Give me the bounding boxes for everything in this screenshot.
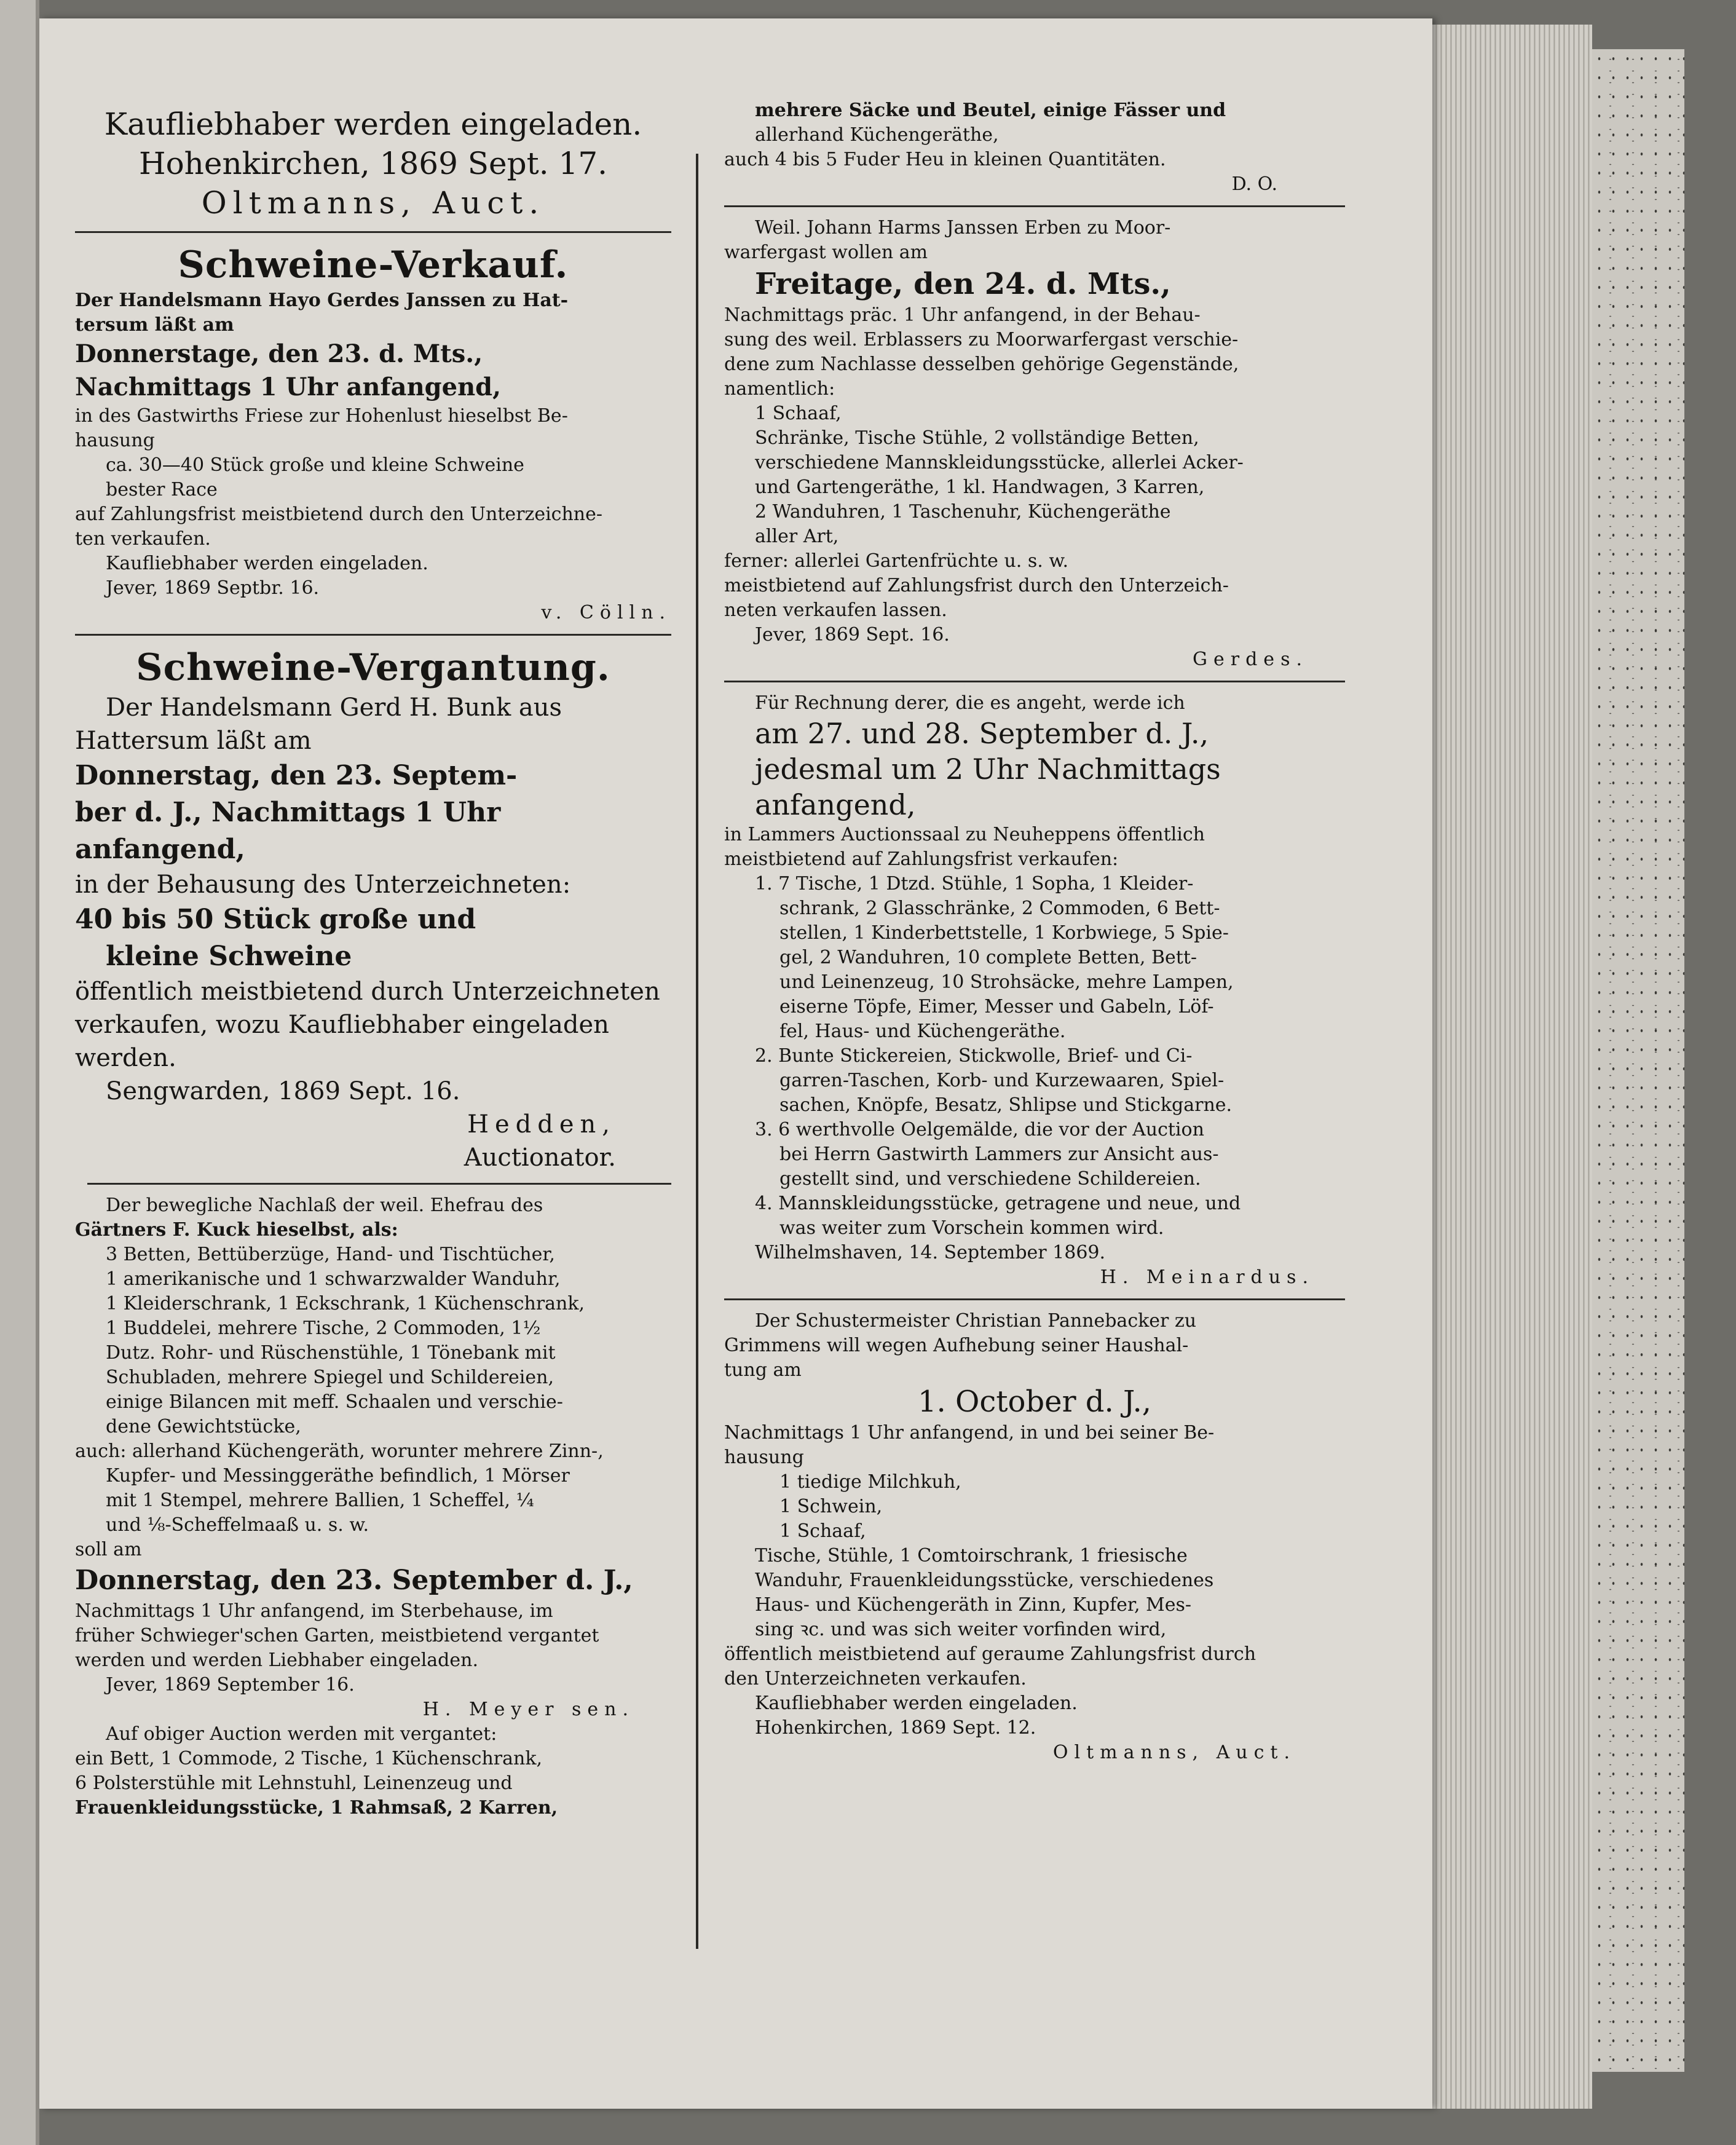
ad-line: Kaufliebhaber werden eingeladen. (104, 106, 642, 142)
ad-line: Haus- und Küchengeräth in Zinn, Kupfer, Mes- (755, 1594, 1192, 1616)
ad-line: Wanduhr, Frauenkleidungsstücke, verschiedenes (755, 1570, 1214, 1591)
ad-line: Schränke, Tische Stühle, 2 vollständige Betten, (755, 427, 1199, 449)
ad-line: Hohenkirchen, 1869 Sept. 17. (138, 146, 608, 181)
ad-line: Grimmens will wegen Aufhebung seiner Haushal- (724, 1335, 1189, 1356)
ad-line: Der Handelsmann Hayo Gerdes Janssen zu Hat- (75, 290, 569, 311)
ad-date: Donnerstag, den 23. Septem- (75, 760, 518, 791)
ad-line: Jever, 1869 September 16. (106, 1674, 355, 1696)
ad-line: sung des weil. Erblassers zu Moorwarfergast verschie- (724, 329, 1239, 350)
left-column (75, 105, 671, 1820)
list-item: gel, 2 Wanduhren, 10 complete Betten, Bett- (779, 947, 1197, 968)
ad-date: anfangend, (75, 834, 245, 865)
ad-line: dene Gewichtstücke, (106, 1416, 301, 1437)
ad-signature: Hedden, (467, 1110, 616, 1139)
list-item: eiserne Töpfe, Eimer, Messer und Gabeln, Löf- (779, 996, 1214, 1017)
ad-line: 3 Betten, Bettüberzüge, Hand- und Tischtücher, (106, 1244, 555, 1265)
ad-headline: Schweine-Verkauf. (178, 243, 569, 286)
divider (75, 634, 671, 636)
ad-line: aller Art, (755, 526, 839, 547)
ad-line: tung am (724, 1359, 802, 1381)
divider (724, 1298, 1345, 1300)
ad-line: Dutz. Rohr- und Rüschenstühle, 1 Tönebank mit (106, 1342, 556, 1364)
previous-page-edge (0, 0, 39, 2145)
list-item: 4. Mannskleidungsstücke, getragene und neue, und (755, 1193, 1241, 1214)
ad-line: auch 4 bis 5 Fuder Heu in kleinen Quantitäten. (724, 149, 1166, 170)
list-item: 3. 6 werthvolle Oelgemälde, die vor der Auction (755, 1119, 1204, 1140)
ad-line: in des Gastwirths Friese zur Hohenlust hieselbst Be- (75, 405, 568, 427)
ad-line: verschiedene Mannskleidungsstücke, allerlei Acker- (755, 452, 1244, 473)
ad-line: Kupfer- und Messinggeräthe befindlich, 1 Mörser (106, 1465, 570, 1487)
ad-signature: v. Cölln. (541, 602, 671, 623)
list-item: sachen, Knöpfe, Besatz, Shlipse und Stickgarne. (779, 1094, 1233, 1116)
ad-line: mehrere Säcke und Beutel, einige Fässer und (755, 100, 1226, 121)
list-item: 1 Schaaf, (779, 1520, 866, 1542)
ad-line: werden und werden Liebhaber eingeladen. (75, 1649, 479, 1671)
ad-signature: D. O. (1231, 173, 1277, 195)
list-item: garren-Taschen, Korb- und Kurzewaaren, Spiel- (779, 1070, 1225, 1091)
ad-line: hausung (724, 1447, 804, 1468)
divider (724, 205, 1345, 207)
ad-line: 1 Buddelei, mehrere Tische, 2 Commoden, 1½ (106, 1317, 541, 1339)
ad-line: den Unterzeichneten verkaufen. (724, 1668, 1027, 1689)
ad-item: 40 bis 50 Stück große und (75, 904, 476, 935)
ad-line: Der Handelsmann Gerd H. Bunk aus (106, 693, 562, 722)
right-column (724, 100, 1345, 1765)
list-item: bei Herrn Gastwirth Lammers zur Ansicht aus- (779, 1144, 1219, 1165)
ad-line: Kaufliebhaber werden eingeladen. (106, 553, 428, 574)
ad-date: anfangend, (755, 788, 916, 821)
list-item: 1. 7 Tische, 1 Dtzd. Stühle, 1 Sopha, 1 Kleider- (755, 873, 1194, 895)
ad-schweine-verkauf (75, 242, 671, 625)
ad-signature: H. Meyer sen. (422, 1699, 634, 1720)
list-item: 1 Schwein, (779, 1496, 883, 1517)
ad-line: Schubladen, mehrere Spiegel und Schildereien, (106, 1367, 554, 1388)
ad-line: bester Race (106, 479, 218, 500)
divider (75, 231, 671, 233)
ad-line: und Gartengeräthe, 1 kl. Handwagen, 3 Karren, (755, 476, 1205, 498)
ad-line: ca. 30—40 Stück große und kleine Schweine (106, 454, 524, 476)
list-item: fel, Haus- und Küchengeräthe. (779, 1021, 1066, 1042)
ad-pannebacker (724, 1309, 1345, 1765)
ad-line: 1 amerikanische und 1 schwarzwalder Wanduhr, (106, 1268, 561, 1290)
top-ad-fragment (75, 105, 671, 223)
ad-line: meistbietend auf Zahlungsfrist verkaufen: (724, 848, 1119, 870)
ad-line: Hattersum läßt am (75, 727, 312, 755)
ad-line: verkaufen, wozu Kaufliebhaber eingeladen (75, 1011, 609, 1039)
list-item: was weiter zum Vorschein kommen wird. (779, 1217, 1164, 1239)
ad-line: warfergast wollen am (724, 242, 928, 263)
ad-line: Frauenkleidungsstücke, 1 Rahmsaß, 2 Karren, (75, 1797, 558, 1819)
ad-line: öffentlich meistbietend auf geraume Zahlungsfrist durch (724, 1643, 1257, 1665)
ad-line: in Lammers Auctionssaal zu Neuheppens öffentlich (724, 824, 1205, 845)
ad-line: Nachmittags präc. 1 Uhr anfangend, in der Behau- (724, 304, 1201, 326)
ad-line: meistbietend auf Zahlungsfrist durch den Unterzeich- (724, 575, 1229, 596)
ad-date: Freitage, den 24. d. Mts., (755, 267, 1171, 301)
list-item: gestellt sind, und verschiedene Schildereien. (779, 1168, 1201, 1190)
ad-line: ein Bett, 1 Commode, 2 Tische, 1 Küchenschrank, (75, 1748, 543, 1769)
ad-line: 1 Schaaf, (755, 403, 842, 424)
ad-date: jedesmal um 2 Uhr Nachmittags (755, 753, 1221, 786)
ad-line: Kaufliebhaber werden eingeladen. (755, 1693, 1078, 1714)
list-item: und Leinenzeug, 10 Strohsäcke, mehre Lampen, (779, 971, 1234, 993)
ad-date: ber d. J., Nachmittags 1 Uhr (75, 797, 501, 828)
ad-line: Nachmittags 1 Uhr anfangend, im Sterbehause, im (75, 1600, 553, 1622)
ad-line: Weil. Johann Harms Janssen Erben zu Moor- (755, 217, 1171, 239)
book-cover-edge (1592, 49, 1684, 2072)
ad-line: auf Zahlungsfrist meistbietend durch den Unterzeichne- (75, 504, 603, 525)
ad-line: und ⅛-Scheffelmaaß u. s. w. (106, 1514, 369, 1536)
ad-line: Wilhelmshaven, 14. September 1869. (755, 1242, 1106, 1263)
ad-line: Auf obiger Auction werden mit vergantet: (106, 1723, 497, 1745)
ad-nachlass (75, 1193, 671, 1820)
ad-date: 1. October d. J., (917, 1385, 1152, 1419)
ad-lammers (724, 691, 1345, 1290)
ad-line: neten verkaufen lassen. (724, 599, 947, 621)
ad-line: namentlich: (724, 378, 835, 400)
ad-line: sing ꝛc. und was sich weiter vorfinden wird, (755, 1619, 1167, 1640)
ad-line: mit 1 Stempel, mehrere Ballien, 1 Scheffel, ¼ (106, 1490, 534, 1511)
ad-line: in der Behausung des Unterzeichneten: (75, 871, 571, 899)
ad-janssen (724, 216, 1345, 672)
ad-signature: H. Meinardus. (1100, 1266, 1314, 1288)
ad-line: allerhand Küchengeräthe, (755, 124, 999, 146)
ad-date: Donnerstag, den 23. September d. J., (75, 1565, 633, 1596)
divider (87, 1183, 671, 1185)
ad-line: dene zum Nachlasse desselben gehörige Gegenstände, (724, 354, 1239, 375)
ad-line: 1 Kleiderschrank, 1 Eckschrank, 1 Küchenschrank, (106, 1293, 585, 1314)
ad-line: früher Schwieger'schen Garten, meistbietend vergantet (75, 1625, 599, 1646)
ad-line: Der Schustermeister Christian Pannebacker zu (755, 1310, 1197, 1332)
ad-line: Jever, 1869 Sept. 16. (755, 624, 950, 646)
ad-date: am 27. und 28. September d. J., (755, 717, 1209, 750)
ad-line: soll am (75, 1539, 142, 1560)
book-page-edges (1432, 25, 1592, 2109)
divider (724, 681, 1345, 682)
ad-line: ferner: allerlei Gartenfrüchte u. s. w. (724, 550, 1068, 572)
ad-signature: Oltmanns, Auct. (1052, 1742, 1296, 1763)
ad-signature: Oltmanns, Auct. (201, 185, 545, 221)
ad-line: Der bewegliche Nachlaß der weil. Ehefrau des (106, 1195, 543, 1216)
ad-line: werden. (75, 1044, 176, 1072)
list-item: 2. Bunte Stickereien, Stickwolle, Brief- und Ci- (755, 1045, 1193, 1067)
ad-line: Für Rechnung derer, die es angeht, werde ich (755, 692, 1185, 714)
ad-line: ten verkaufen. (75, 528, 211, 550)
ad-line: einige Bilancen mit meff. Schaalen und verschie- (106, 1391, 563, 1413)
ad-time: Nachmittags 1 Uhr anfangend, (75, 373, 502, 401)
list-item: schrank, 2 Glasschränke, 2 Commoden, 6 Bett- (779, 898, 1220, 919)
ad-line: Jever, 1869 Septbr. 16. (106, 577, 320, 599)
ad-line: hausung (75, 430, 155, 451)
ad-line: Tische, Stühle, 1 Comtoirschrank, 1 friesische (755, 1545, 1188, 1566)
ad-continued (724, 98, 1345, 197)
ad-date: Donnerstage, den 23. d. Mts., (75, 339, 483, 368)
ad-line: 6 Polsterstühle mit Lehnstuhl, Leinenzeug und (75, 1772, 513, 1794)
ad-line: öffentlich meistbietend durch Unterzeichneten (75, 978, 660, 1006)
ad-line: Nachmittags 1 Uhr anfangend, in und bei seiner Be- (724, 1422, 1215, 1444)
ad-line: 2 Wanduhren, 1 Taschenuhr, Küchengeräthe (755, 501, 1171, 523)
ad-line: Hohenkirchen, 1869 Sept. 12. (755, 1717, 1036, 1739)
ad-line: auch: allerhand Küchengeräth, worunter mehrere Zinn-, (75, 1440, 604, 1462)
ad-headline: Schweine-Vergantung. (136, 646, 610, 689)
ad-schweine-vergantung (75, 644, 671, 1174)
ad-item: kleine Schweine (106, 941, 352, 972)
ad-line: Sengwarden, 1869 Sept. 16. (106, 1077, 460, 1105)
list-item: stellen, 1 Kinderbettstelle, 1 Korbwiege, 5 Spie- (779, 922, 1229, 944)
list-item: 1 tiedige Milchkuh, (779, 1471, 961, 1493)
ad-signature: Auctionator. (464, 1144, 616, 1172)
column-divider (696, 154, 698, 1949)
ad-signature: Gerdes. (1193, 649, 1308, 670)
ad-line: tersum läßt am (75, 314, 234, 336)
ad-line: Gärtners F. Kuck hieselbst, als: (75, 1219, 398, 1241)
